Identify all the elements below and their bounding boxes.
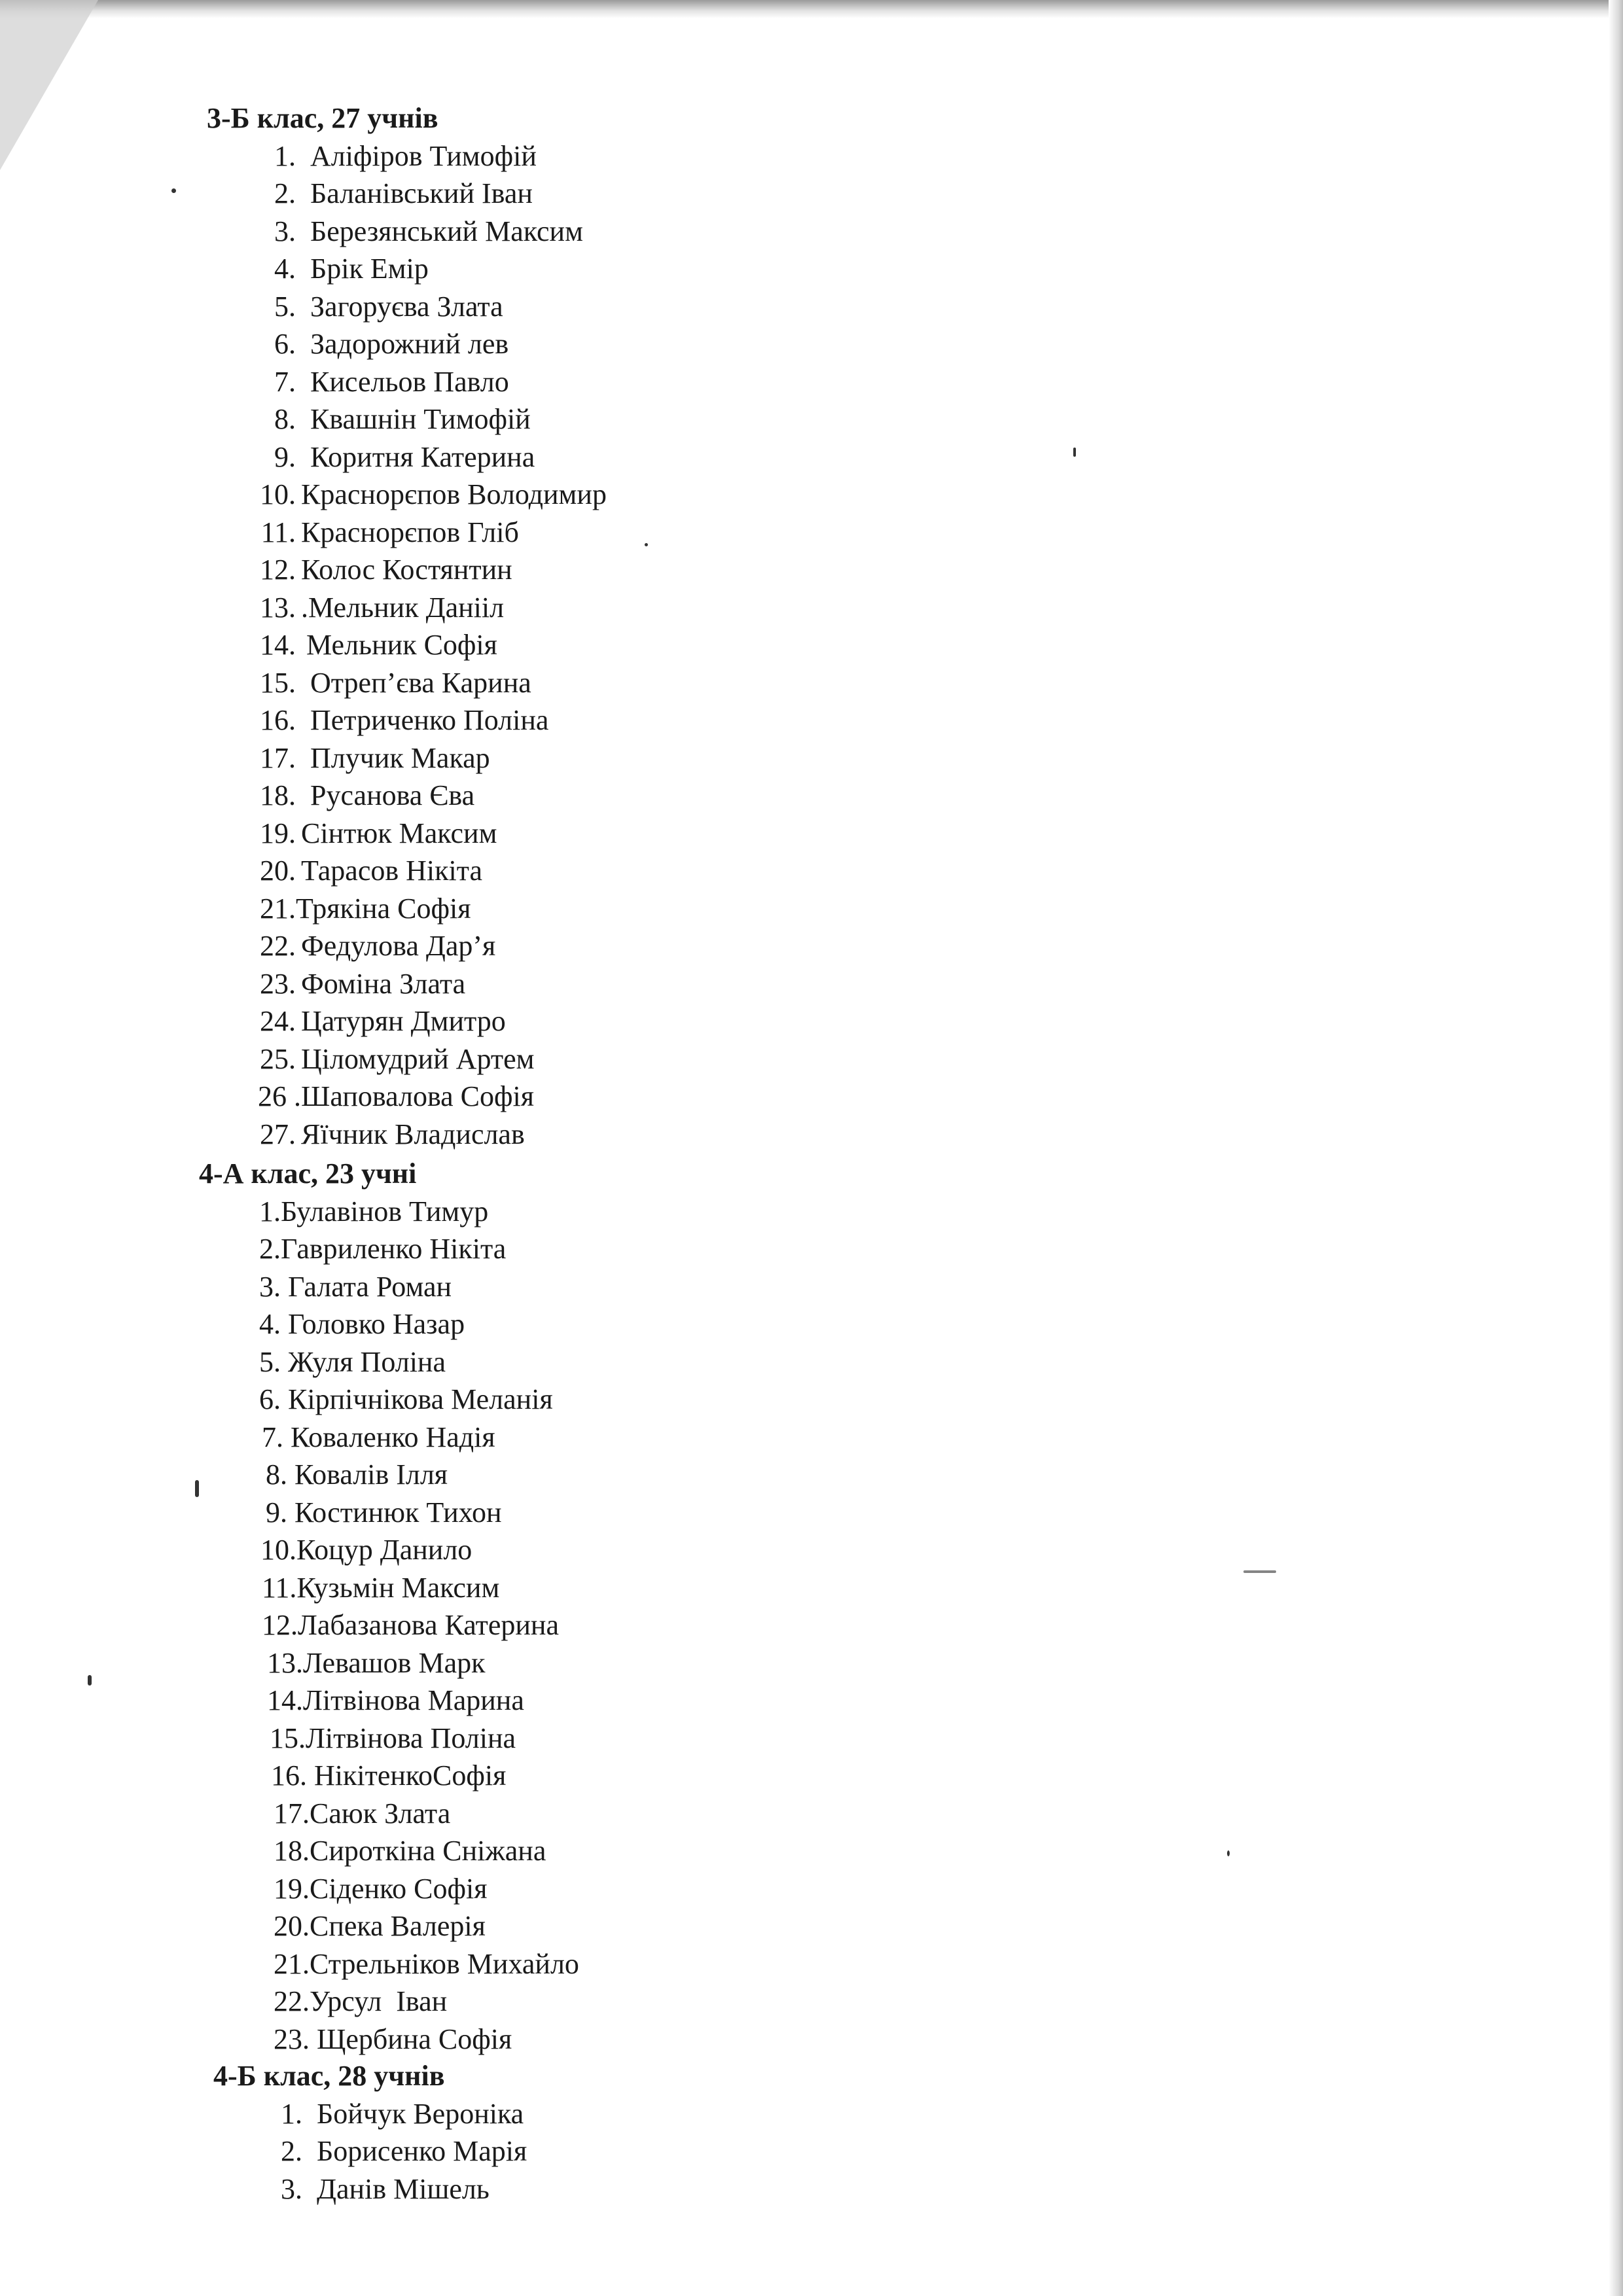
section-heading: 4-Б клас, 28 учнів — [213, 2060, 445, 2092]
list-item — [249, 626, 607, 664]
student-entry: 17.Саюк Злата — [274, 1797, 451, 1829]
list-item — [249, 514, 607, 552]
item-number: 27. — [260, 1118, 296, 1150]
student-entry: 18.Сироткіна Сніжана — [274, 1835, 546, 1867]
student-entry: 16. НікітенкоСофія — [271, 1759, 507, 1792]
item-number: 18. — [260, 779, 296, 811]
list-item — [199, 1644, 579, 1682]
list-item — [199, 1983, 579, 2021]
student-name: Задорожний лев — [310, 328, 509, 360]
list-item — [249, 288, 607, 326]
student-name: Мельник Софія — [306, 629, 497, 661]
item-number: 21. — [260, 892, 296, 925]
section-heading: 3-Б клас, 27 учнів — [207, 102, 438, 134]
student-list — [249, 137, 607, 1154]
list-item — [255, 2132, 527, 2170]
list-item — [249, 664, 607, 702]
list-item — [249, 739, 607, 777]
student-name: Трякіна Софія — [296, 892, 471, 925]
list-item — [249, 1078, 607, 1116]
student-name: Тарасов Нікіта — [301, 855, 483, 887]
item-number: 25. — [260, 1042, 296, 1075]
list-item — [255, 2170, 527, 2208]
student-entry: 3. Галата Роман — [259, 1270, 452, 1303]
student-name: Квашнін Тимофій — [310, 403, 531, 435]
list-item — [249, 1002, 607, 1040]
list-item — [249, 589, 607, 627]
list-item — [199, 1720, 579, 1757]
class-section-4b — [213, 2057, 527, 2208]
student-name: Колос Костянтин — [301, 554, 512, 586]
list-item — [199, 1832, 579, 1870]
student-name: Плучик Макар — [310, 741, 490, 774]
list-item — [199, 1419, 579, 1457]
student-name: Шаповалова Софія — [301, 1080, 534, 1112]
student-name: Кисельов Павло — [310, 365, 509, 398]
student-name: Баланівський Іван — [310, 177, 533, 209]
list-item — [255, 2095, 527, 2133]
list-item — [199, 1381, 579, 1419]
class-section-3b — [207, 99, 607, 1153]
item-number: 22. — [260, 930, 296, 962]
student-name: Березянський Максим — [310, 215, 583, 247]
item-number: 3. — [281, 2172, 302, 2205]
list-item — [249, 400, 607, 438]
student-name: Коритня Катерина — [310, 440, 535, 473]
list-item — [199, 1907, 579, 1945]
student-entry: 10.Коцур Данило — [260, 1534, 473, 1566]
student-entry: 4. Головко Назар — [259, 1308, 465, 1340]
list-item — [249, 965, 607, 1003]
list-item — [249, 1040, 607, 1078]
student-name: Краснорєпов Володимир — [301, 478, 607, 510]
list-item — [249, 325, 607, 363]
list-item — [249, 438, 607, 476]
list-item — [249, 815, 607, 853]
student-entry: 1.Булавінов Тимур — [259, 1195, 489, 1227]
list-item — [249, 701, 607, 739]
item-number: 4. — [274, 253, 296, 285]
student-list — [255, 2095, 527, 2208]
list-item — [199, 1305, 579, 1343]
student-entry: 6. Кірпічнікова Меланія — [259, 1383, 553, 1415]
item-number: 11. — [260, 516, 296, 548]
item-number: 10. — [260, 478, 296, 510]
list-item — [199, 1795, 579, 1833]
student-entry: 12.Лабазанова Катерина — [262, 1609, 560, 1641]
item-number: 15. — [260, 666, 296, 699]
item-number: 23. — [260, 967, 296, 1000]
item-number: 3. — [274, 215, 296, 247]
class-section-4a — [199, 1155, 579, 2058]
item-number: 1. — [274, 139, 296, 172]
student-entry: 14.Літвінова Марина — [267, 1684, 524, 1716]
student-entry: 19.Сіденко Софія — [274, 1872, 488, 1905]
student-name: Аліфіров Тимофій — [310, 139, 537, 172]
list-item — [249, 890, 607, 928]
student-entry: 23. Щербина Софія — [274, 2022, 512, 2055]
student-entry: 13.Левашов Марк — [267, 1646, 486, 1679]
student-entry: 20.Спека Валерія — [274, 1910, 486, 1942]
list-item — [249, 551, 607, 589]
student-name: Сінтюк Максим — [301, 817, 497, 849]
list-item — [249, 137, 607, 175]
list-item — [199, 1456, 579, 1494]
list-item — [249, 250, 607, 288]
item-number: 26 . — [258, 1080, 301, 1112]
list-item — [249, 476, 607, 514]
list-item — [199, 1569, 579, 1607]
item-number: 24. — [260, 1005, 296, 1037]
student-name: Фоміна Злата — [301, 967, 466, 1000]
list-item — [249, 927, 607, 965]
list-item — [199, 1230, 579, 1268]
item-number: 20. — [260, 855, 296, 887]
list-item — [199, 1193, 579, 1231]
student-entry: 22.Урсул Іван — [274, 1985, 448, 2017]
student-name: Брік Емір — [310, 253, 429, 285]
student-entry: 2.Гавриленко Нікіта — [259, 1233, 507, 1265]
item-number: 7. — [274, 365, 296, 398]
student-name: Федулова Дар’я — [301, 930, 496, 962]
item-number: 8. — [274, 403, 296, 435]
item-number: 16. — [260, 704, 296, 736]
list-item — [199, 1531, 579, 1569]
list-item — [199, 1494, 579, 1532]
item-number: 13. — [260, 591, 296, 624]
list-item — [249, 175, 607, 213]
list-item — [199, 1757, 579, 1795]
item-number: 9. — [274, 440, 296, 473]
item-number: 19. — [260, 817, 296, 849]
list-item — [199, 1870, 579, 1908]
student-name: Борисенко Марія — [317, 2135, 527, 2167]
student-list — [199, 1193, 579, 2058]
item-number: 6. — [274, 328, 296, 360]
student-name: Цатурян Дмитро — [301, 1005, 506, 1037]
list-item — [249, 363, 607, 401]
item-number: 14. — [260, 629, 296, 661]
list-item — [199, 1606, 579, 1644]
list-item — [199, 1682, 579, 1720]
student-name: Отреп’єва Карина — [310, 666, 531, 699]
student-entry: 11.Кузьмін Максим — [262, 1571, 500, 1604]
student-name: Ціломудрий Артем — [301, 1042, 535, 1075]
student-name: Бойчук Вероніка — [317, 2097, 524, 2130]
student-name: Краснорєпов Гліб — [301, 516, 519, 548]
student-entry: 8. Ковалів Ілля — [266, 1458, 448, 1491]
list-item — [199, 2021, 579, 2058]
student-name: Яїчник Владислав — [301, 1118, 525, 1150]
student-name: Данів Мішель — [317, 2172, 490, 2205]
item-number: 2. — [281, 2135, 302, 2167]
list-item — [199, 1268, 579, 1306]
item-number: 17. — [260, 741, 296, 774]
student-name: Русанова Єва — [310, 779, 475, 811]
list-item — [249, 852, 607, 890]
list-item — [249, 777, 607, 815]
student-name: Загоруєва Злата — [310, 290, 503, 323]
item-number: 1. — [281, 2097, 302, 2130]
list-item — [199, 1945, 579, 1983]
item-number: 5. — [274, 290, 296, 323]
list-item — [199, 1343, 579, 1381]
student-entry: 15.Літвінова Поліна — [270, 1722, 516, 1754]
item-number: 12. — [260, 554, 296, 586]
list-item — [249, 1116, 607, 1154]
student-entry: 5. Жуля Поліна — [259, 1345, 446, 1378]
student-name: Петриченко Поліна — [310, 704, 549, 736]
student-entry: 7. Коваленко Надія — [262, 1421, 495, 1453]
student-entry: 9. Костинюк Тихон — [266, 1496, 502, 1528]
student-name: .Мельник Данііл — [301, 591, 505, 624]
list-item — [249, 213, 607, 251]
student-entry: 21.Стрельніков Михайло — [274, 1947, 579, 1980]
item-number: 2. — [274, 177, 296, 209]
section-heading: 4-А клас, 23 учні — [199, 1157, 417, 1190]
